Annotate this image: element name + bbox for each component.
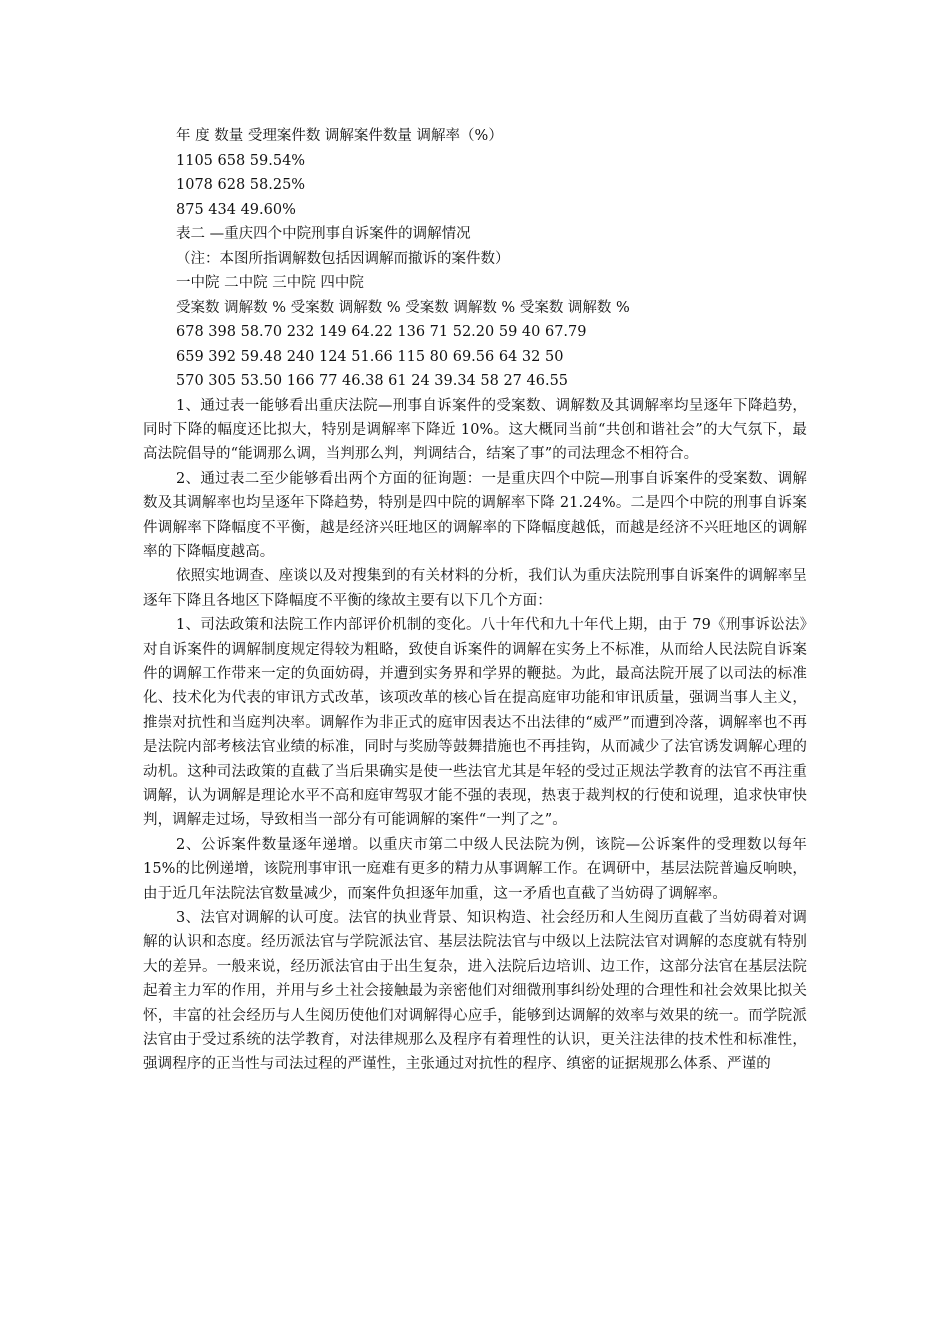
table1-header: 年 度 数量 受理案件数 调解案件数量 调解率（%）: [176, 128, 503, 144]
paragraph-table1-analysis: 1、通过表一能够看出重庆法院—刑事自诉案件的受案数、调解数及其调解率均呈逐年下降趋势，同时下降的幅度还比拟大，特别是调解率下降近 10%。这大概同当前“共创和谐社会”的大气氛下，最高法院倡导的“能调那么调，当判那么判，判调结合，结案了事”的司法理念不相符合。: [143, 397, 807, 463]
paragraph-reason-caseload: 2、公诉案件数量逐年递增。以重庆市第二中级人民法院为例，该院—公诉案件的受理数以每年 15%的比例递增，该院刑事审讯一庭难有更多的精力从事调解工作。在调研中，基层法院普遍反响映，由于近几年法院法官数量减少，而案件负担逐年加重，这一矛盾也直截了当妨碍了调解率。: [143, 836, 807, 902]
table1-row: 1105 658 59.54%: [176, 152, 306, 169]
document-body: [143, 124, 807, 1077]
table2-note: （注：本图所指调解数包括因调解而撤诉的案件数）: [176, 250, 510, 267]
paragraph-reason-policy: 1、司法政策和法院工作内部评价机制的变化。八十年代和九十年代上期，由于 79《刑事诉讼法》对自诉案件的调解制度规定得较为粗略，致使自诉案件的调解在实务上不标准，从而给人民法院自诉案件的调解工作带来一定的负面妨碍，并遭到实务界和学界的鞭挞。为此，最高法院开展了以司法的标准化、技术化为代表的审讯方式改革，该项改革的核心旨在提高庭审功能和审讯质量，强调当事人主义，推崇对抗性和当庭判决率。调解作为非正式的庭审因表达不出法律的“威严”而遭到冷落，调解率也不再是法院内部考核法官业绩的标准，同时与奖励等鼓舞措施也不再挂钩，从而减少了法官诱发调解心理的动机。这种司法政策的直截了当后果确实是使一些法官尤其是年轻的受过正规法学教育的法官不再注重调解，认为调解是理论水平不高和庭审驾驭才能不强的表现，热衷于裁判权的行使和说理，追求快审快判，调解走过场，导致相当一部分有可能调解的案件“一判了之”。: [143, 617, 807, 829]
table1-row: 875 434 49.60%: [176, 201, 296, 218]
table1-row: 1078 628 58.25%: [176, 177, 306, 193]
paragraph-table2-analysis: 2、通过表二至少能够看出两个方面的征询题：一是重庆四个中院—刑事自诉案件的受案数、调解数及其调解率也均呈逐年下降趋势，特别是四中院的调解率下降 21.24%。二是四个中院的刑事自诉案件调解率下降幅度不平衡，越是经济兴旺地区的调解率的下降幅度越低，而越是经济不兴旺地区的调解率的下降幅度越高。: [143, 470, 807, 560]
table2-title: 表二 —重庆四个中院刑事自诉案件的调解情况: [176, 226, 471, 242]
table2-court-header: 一中院 二中院 三中院 四中院: [176, 275, 364, 291]
paragraph-reason-judge-attitude: 3、法官对调解的认可度。法官的执业背景、知识构造、社会经历和人生阅历直截了当妨碍着对调解的认识和态度。经历派法官与学院派法官、基层法院法官与中级以上法院法官对调解的态度就有特别大的差异。一般来说，经历派法官由于出生复杂，进入法院后边培训、边工作，这部分法官在基层法院起着主力军的作用，并用与乡土社会接触最为亲密他们对细微刑事纠纷处理的合理性和社会效果比拟关怀，丰富的社会经历与人生阅历使他们对调解得心应手，能够到达调解的效率与效果的统一。而学院派法官由于受过系统的法学教育，对法律规那么及程序有着理性的认识，更关注法律的技术性和标准性，强调程序的正当性与司法过程的严谨性，主张通过对抗性的程序、缜密的证据规那么体系、严谨的: [143, 910, 807, 1073]
table2-row: 678 398 58.70 232 149 64.22 136 71 52.20 59 40 67.79: [176, 324, 587, 340]
table2-column-header: 受案数 调解数 % 受案数 调解数 % 受案数 调解数 % 受案数 调解数 %: [176, 299, 630, 316]
paragraph-reasons-intro: 依照实地调查、座谈以及对搜集到的有关材料的分析，我们认为重庆法院刑事自诉案件的调解率呈逐年下降且各地区下降幅度不平衡的缘故主要有以下几个方面：: [143, 568, 807, 609]
table2-row: 570 305 53.50 166 77 46.38 61 24 39.34 58 27 46.55: [176, 373, 569, 389]
table2-row: 659 392 59.48 240 124 51.66 115 80 69.56 64 32 50: [176, 348, 564, 365]
